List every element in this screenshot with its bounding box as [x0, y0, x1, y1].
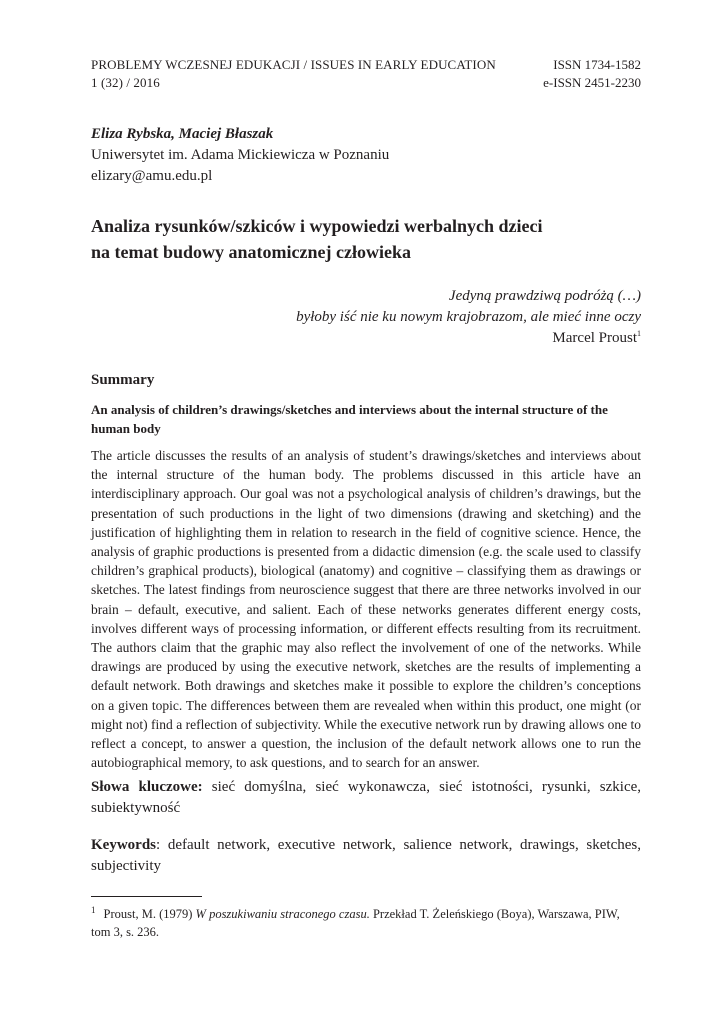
- footnote-title: W poszukiwaniu straconego czasu.: [195, 907, 370, 921]
- footnote-post: Przekład T. Żeleńskiego (Boya), Warszawa, PIW, tom 3, s. 236.: [91, 907, 620, 939]
- keywords-english: [91, 835, 641, 877]
- issn: ISSN 1734-1582: [553, 57, 641, 72]
- author-block: [91, 124, 389, 187]
- article-title: [91, 213, 641, 265]
- footnote: [91, 905, 641, 941]
- author-names: Eliza Rybska, Maciej Błaszak: [91, 126, 274, 142]
- abstract-body: The article discusses the results of an analysis of student’s drawings/sketches and interviews about the internal structure of the human body. The problems discussed in this article have an interdisciplinary approach. Our goal was not a psychological analysis of children’s drawings, but the presentation of such productions in the light of two dimensions (drawing and sketching) and the justification of highlighting them in relation to research in the field of cognitive science. Hence, the analysis of graphic productions is presented from a didactic dimension (e.g. the scale used to classify children’s graphical products), biological (anatomy) and cognitive – classifying them as drawings or sketches. The latest findings from neuroscience suggest that there are three networks involved in our brain – default, executive, and salient. Each of these networks generates different energy costs, involves different ways of processing information, or different effects resulting from its recruitment. The authors claim that the graphic may also reflect the involvement of one of the networks. While drawings are produced by using the executive network, sketches are the results of implementing a default network. Both drawings and sketches make it possible to explore the children’s conceptions on a given topic. The differences between them are revealed when within this product, one might (or might not) find a reflection of subjectivity. While the executive network run by drawing allows one to reflect a concept, to answer a question, the inclusion of the default network allows one to run the autobiographical memory, to ask questions, and to search for an answer.: [91, 448, 641, 771]
- author-email[interactable]: elizary@amu.edu.pl: [91, 168, 213, 184]
- epigraph-author-line: [296, 328, 641, 349]
- journal-info: [91, 56, 496, 92]
- title-line-2: na temat budowy anatomicznej człowieka: [91, 242, 411, 262]
- keywords-english-text: : default network, executive network, salience network, drawings, sketches, subjectivity: [91, 837, 641, 874]
- keywords-polish-text: sieć domyślna, sieć wykonawcza, sieć istotności, rysunki, szkice, subiektywność: [91, 779, 642, 816]
- epigraph-author: Marcel Proust: [552, 330, 637, 346]
- footnote-number: 1: [91, 904, 96, 915]
- footnote-pre: Proust, M. (1979): [103, 907, 193, 921]
- keywords-polish: [91, 777, 641, 819]
- footnote-rule: [91, 896, 202, 897]
- footnote-ref[interactable]: 1: [637, 329, 641, 338]
- issn-info: [543, 56, 641, 92]
- keywords-polish-label: Słowa kluczowe:: [91, 779, 203, 795]
- summary-heading: Summary: [91, 372, 155, 388]
- title-line-1: Analiza rysunków/szkiców i wypowiedzi werbalnych dzieci: [91, 216, 543, 236]
- journal-issue: 1 (32) / 2016: [91, 75, 160, 90]
- epigraph: [296, 286, 641, 349]
- epigraph-line-2: byłoby iść nie ku nowym krajobrazom, ale mieć inne oczy: [296, 309, 641, 325]
- epigraph-line-1: Jedyną prawdziwą podróżą (…): [448, 288, 641, 304]
- author-affiliation: Uniwersytet im. Adama Mickiewicza w Poznaniu: [91, 147, 390, 163]
- journal-name: PROBLEMY WCZESNEJ EDUKACJI / ISSUES IN EARLY EDUCATION: [91, 57, 496, 72]
- summary-subtitle: An analysis of children’s drawings/sketches and interviews about the internal structure of the human body: [91, 402, 608, 436]
- keywords-english-label: Keywords: [91, 837, 156, 853]
- eissn: e-ISSN 2451-2230: [543, 75, 641, 90]
